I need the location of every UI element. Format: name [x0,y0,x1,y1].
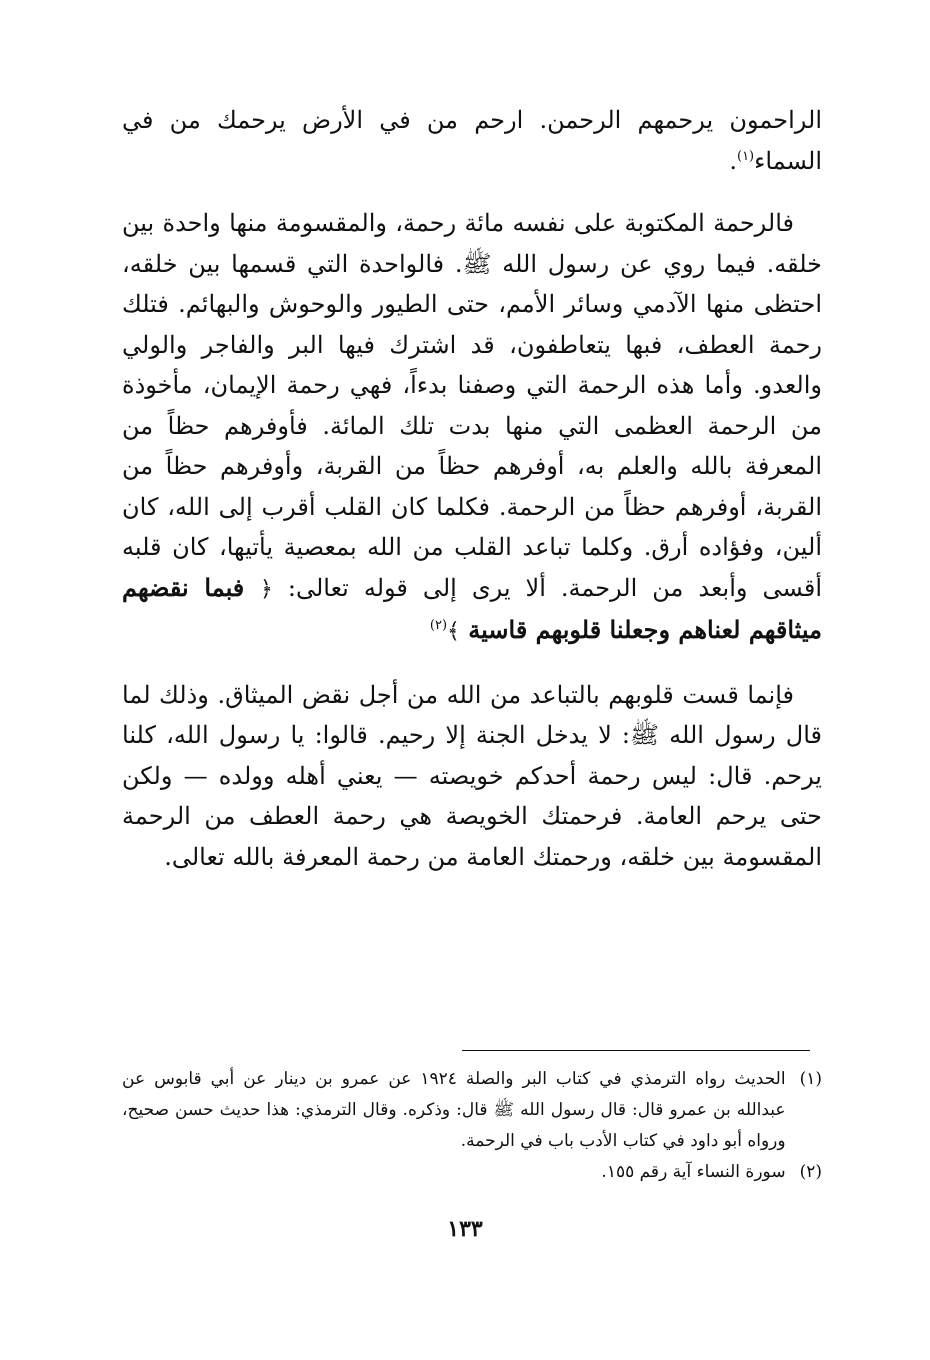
footnote-2 [122,1157,822,1188]
paragraph-1 [122,100,822,181]
footnote-1-number: (١) [799,1069,822,1089]
footnote-reference-1: (١) [736,148,755,164]
footnote-1 [122,1064,822,1157]
paragraph-3-text: فإنما قست قلوبهم بالتباعد من الله من أجل نقض الميثاق. وذلك لما قال رسول الله ﷺ: لا يدخل الجنة إلا رحيم. قالوا: يا رسول الله، كلنا يرحم. قال: ليس رحمة أحدكم خويصته — يعني أهله وولده — ولكن حتى يرحم العامة. فرحمتك الخويصة هي رحمة العطف من الرحمة المقسومة بين خلقه، ورحمتك العامة من رحمة المعرفة بالله تعالى. [122,680,822,871]
quran-bracket-open: ﴿ [260,576,273,602]
paragraph-3 [122,675,822,878]
footnote-1-text: الحديث رواه الترمذي في كتاب البر والصلة ١٩٢٤ عن عمرو بن دينار عن أبي قابوس عن عبدالله بن عمرو قال: قال رسول الله ﷺ قال: وذكره. وقال الترمذي: هذا حديث حسن صحيح، ورواه أبو داود في كتاب الأدب باب في الرحمة. [122,1069,786,1151]
paragraph-1-text: الراحمون يرحمهم الرحمن. ارحم من في الأرض يرحمك من في السماء [122,106,823,175]
footnote-reference-2: (٢) [429,618,448,633]
paragraph-2-text: فالرحمة المكتوبة على نفسه مائة رحمة، والمقسومة منها واحدة بين خلقه. فيما روي عن رسول الله ﷺ. فالواحدة التي قسمها بين خلقه، احتظى منها الآدمي وسائر الأمم، حتى الطيور والوحوش والبهائم. فتلك رحمة العطف، فبها يتعاطفون، قد اشترك فيها البر والفاجر والولي والعدو. وأما هذه الرحمة التي وصفنا بدءاً، فهي رحمة الإيمان، مأخوذة من الرحمة العظمى التي منها بدت تلك المائة. فأوفرهم حظاً من المعرفة بالله والعلم به، أوفرهم حظاً من القربة، وأوفرهم حظاً من القربة، أوفرهم حظاً من الرحمة. فكلما كان القلب أقرب إلى الله، كان ألين، وفؤاده أرق. وكلما تباعد القلب من الله بمعصية يأتيها، كان قلبه أقسى وأبعد من الرحمة. ألا يرى إلى قوله تعالى: [122,209,823,602]
quran-verse: فبما نقضهم ميثاقهم لعناهم وجعلنا قلوبهم قاسية [122,572,822,644]
paragraph-2 [122,203,822,653]
footnotes [122,1064,822,1188]
paragraph-1-end: . [729,146,737,175]
footnote-2-text: سورة النساء آية رقم ١٥٥. [601,1162,786,1182]
footnote-divider [462,1050,810,1051]
footnote-2-number: (٢) [799,1162,822,1182]
quran-bracket-close: ﴾ [447,619,460,644]
main-text [122,100,822,877]
page-number: ١٣٣ [447,1216,483,1242]
